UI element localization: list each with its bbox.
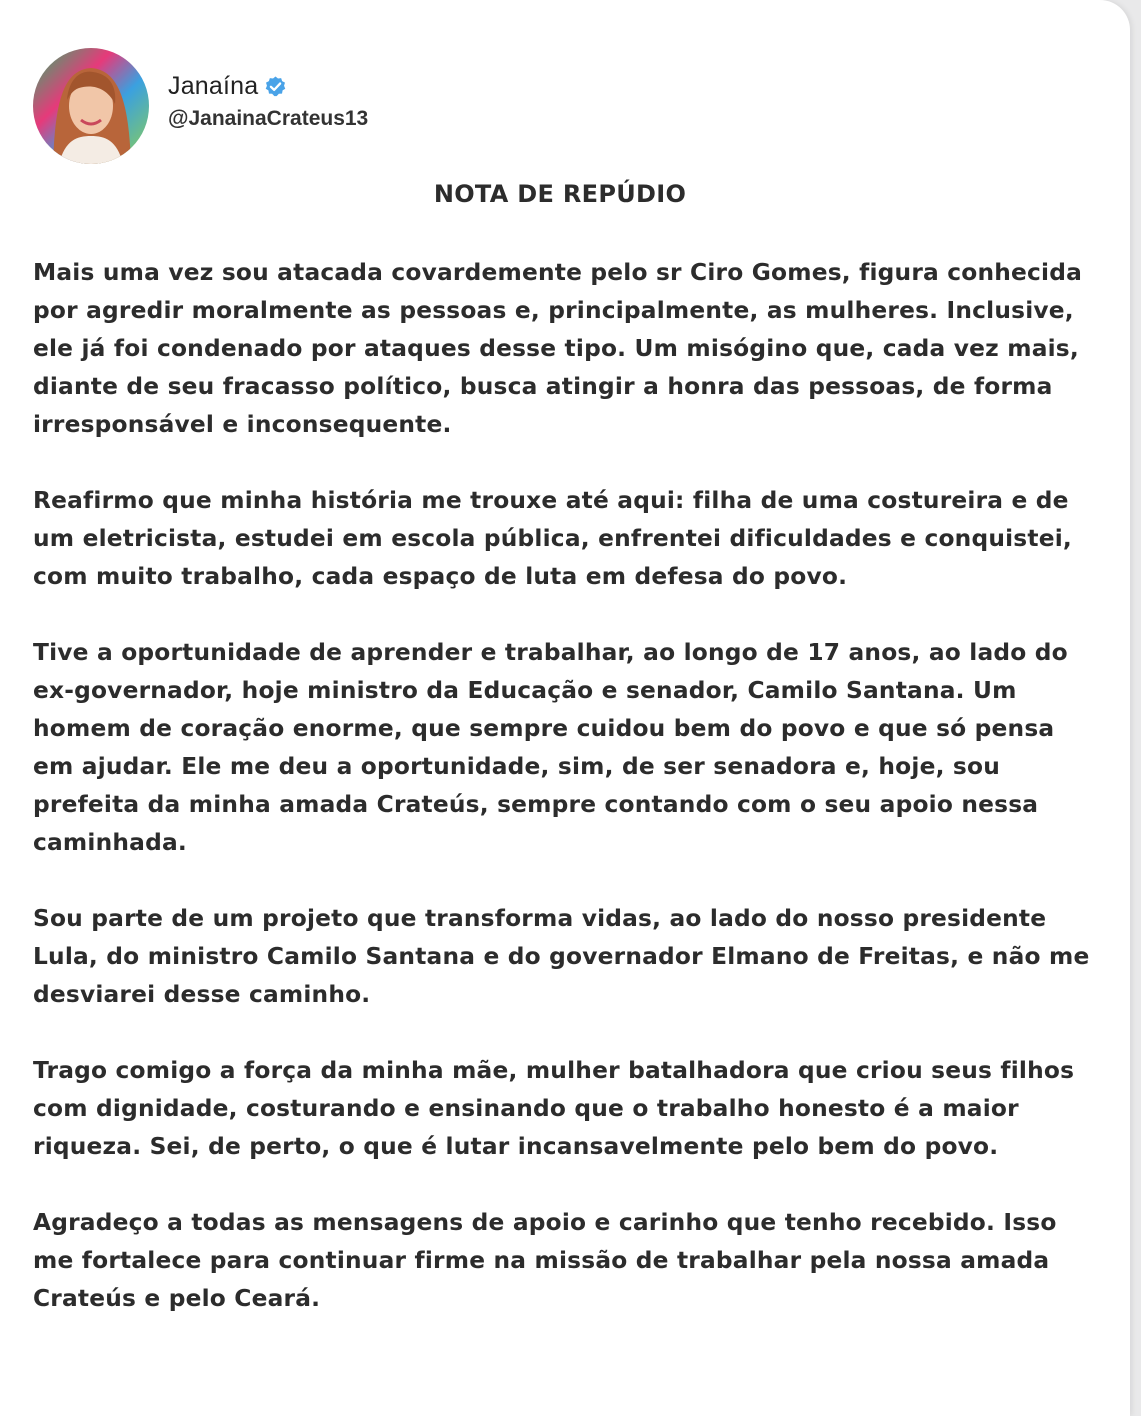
author-handle[interactable]: @JanainaCrateus13 [168,106,369,130]
verified-badge-icon [264,75,287,98]
author-identity [168,72,368,131]
paragraph: Reafirmo que minha história me trouxe até aqui: filha de uma costureira e de um eletricista, estudei em escola pública, enfrentei dificuldades e conquistei, com muito trabalho, cada espaço de luta em defesa do povo. [33,487,1072,590]
note-title: NOTA DE REPÚDIO [433,180,687,208]
avatar-photo [33,48,149,164]
paragraph: Trago comigo a força da minha mãe, mulher batalhadora que criou seus filhos com dignidade, costurando e ensinando que o trabalho honesto é a maior riqueza. Sei, de perto, o que é lutar incansavelmente pelo bem do povo. [33,1057,1075,1160]
author-name[interactable]: Janaína [168,72,259,100]
post-header [33,48,368,164]
paragraph: Mais uma vez sou atacada covardemente pelo sr Ciro Gomes, figura conhecida por agredir moralmente as pessoas e, principalmente, as mulheres. Inclusive, ele já foi condenado por ataques desse tipo. Um misógino que, cada vez mais, diante de seu fracasso político, busca atingir a honra das pessoas, de forma irresponsável e inconsequente. [33,259,1083,438]
paragraph: Tive a oportunidade de aprender e trabalhar, ao longo de 17 anos, ao lado do ex-governador, hoje ministro da Educação e senador, Camilo Santana. Um homem de coração enorme, que sempre cuidou bem do povo e que só pensa em ajudar. Ele me deu a oportunidade, sim, de ser senadora e, hoje, sou prefeita da minha amada Crateús, sempre contando com o seu apoio nessa caminhada. [33,639,1068,856]
paragraph: Sou parte de um projeto que transforma vidas, ao lado do nosso presidente Lula, do ministro Camilo Santana e do governador Elmano de Freitas, e não me desviarei desse caminho. [33,905,1090,1008]
note-body [33,254,1098,1356]
paragraph: Agradeço a todas as mensagens de apoio e carinho que tenho recebido. Isso me fortalece para continuar firme na missão de trabalhar pela nossa amada Crateús e pelo Ceará. [33,1209,1057,1312]
avatar[interactable] [33,48,149,164]
